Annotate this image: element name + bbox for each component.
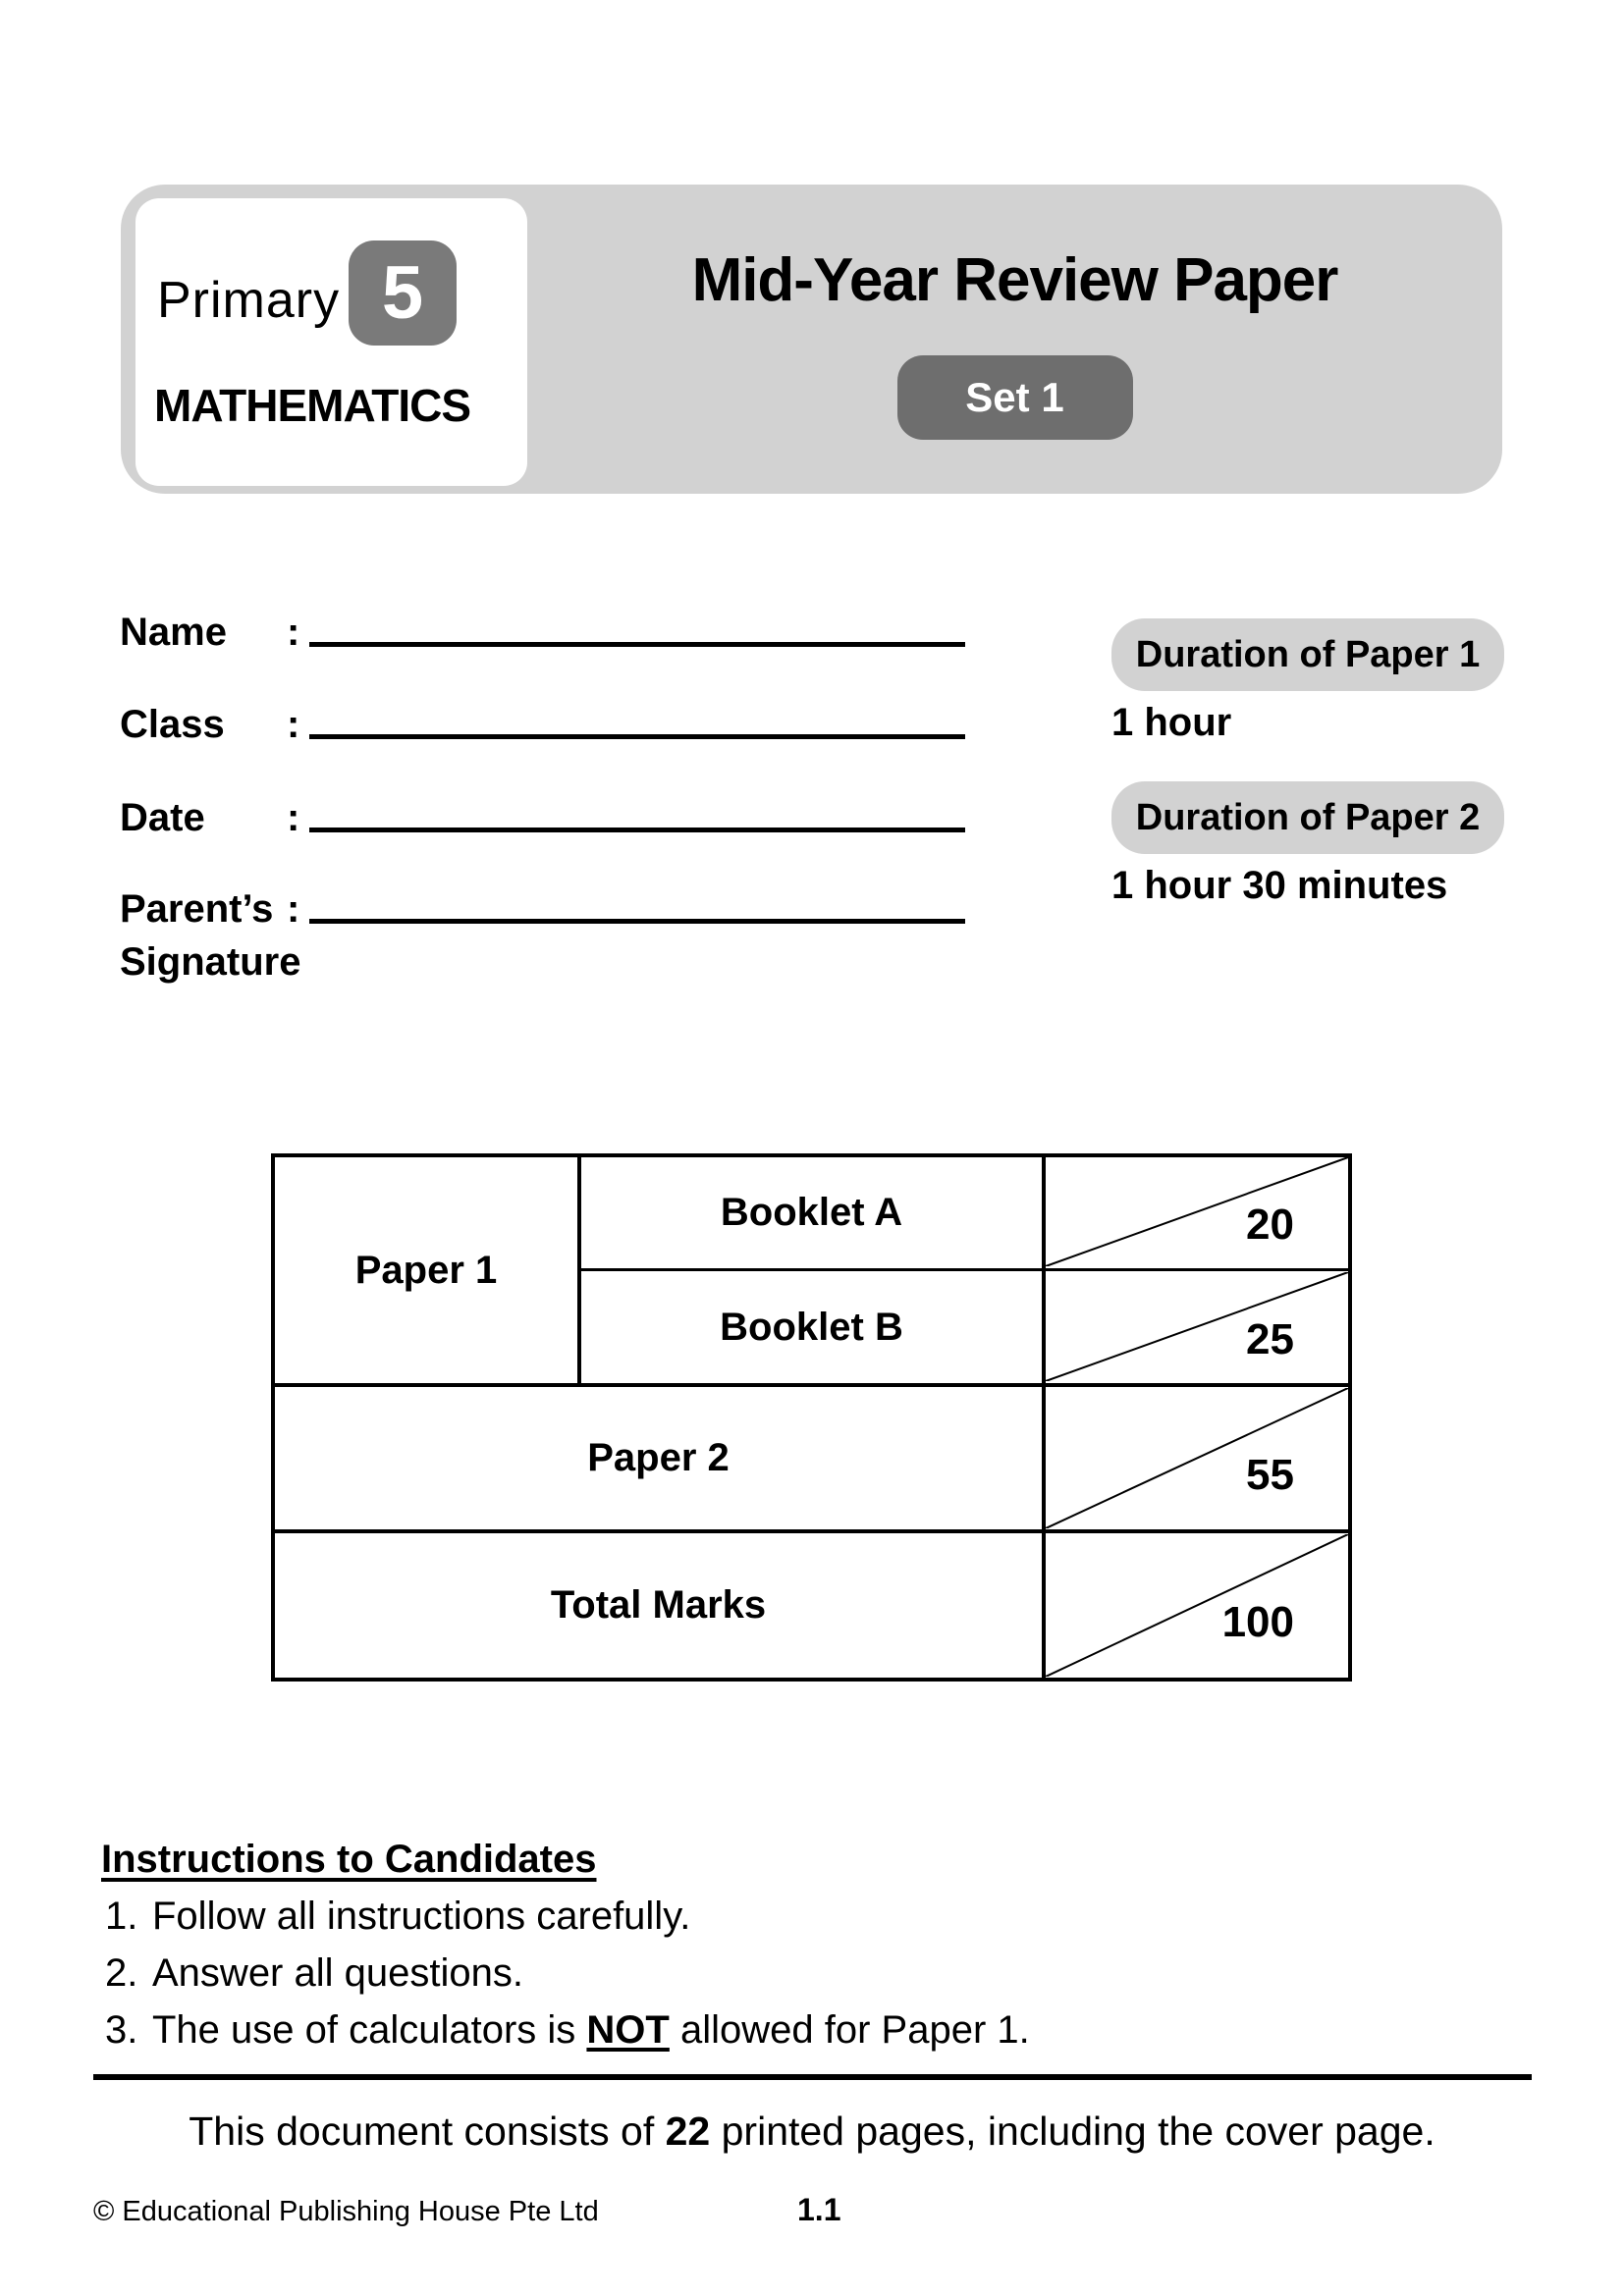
duration-paper2-value: 1 hour 30 minutes: [1111, 864, 1448, 907]
cell-booklet-b: [581, 1272, 1042, 1383]
page-count: 22: [665, 2109, 711, 2154]
class-label: Class: [120, 703, 225, 746]
date-line: [309, 828, 965, 832]
instruction-1-number: 1.: [105, 1895, 138, 1938]
parents-label: Parent’s: [120, 887, 274, 931]
score-cell-paper2: [1046, 1388, 1348, 1528]
instruction-3-text: The use of calculators is NOT allowed for Paper 1.: [152, 2008, 1030, 2052]
cell-total-marks: [275, 1533, 1042, 1678]
set-badge-label: Set 1: [965, 374, 1064, 420]
booklet-a-score: 20: [1246, 1200, 1294, 1249]
diagonal-line: [1046, 1534, 1348, 1677]
diagonal-line: [1046, 1272, 1348, 1381]
name-line: [309, 642, 965, 647]
booklet-a-label: Booklet A: [720, 1191, 903, 1234]
copyright-notice: © Educational Publishing House Pte Ltd: [93, 2196, 599, 2227]
header-title-area: [527, 185, 1502, 494]
paper2-label: Paper 2: [587, 1436, 730, 1479]
score-cell-booklet-a: [1046, 1157, 1348, 1266]
paper-title: Mid-Year Review Paper: [691, 246, 1338, 314]
score-cell-total: [1046, 1534, 1348, 1677]
instruction-3-number: 3.: [105, 2008, 138, 2052]
level-badge: [349, 240, 457, 346]
instruction-item-2: [105, 1951, 523, 1996]
parents-signature-line: [309, 919, 965, 924]
total-marks-label: Total Marks: [550, 1583, 767, 1627]
instruction-item-1: [105, 1895, 690, 1939]
instruction-2-number: 2.: [105, 1951, 138, 1995]
class-colon: :: [287, 703, 300, 746]
date-label: Date: [120, 796, 205, 839]
instruction-2-text: Answer all questions.: [152, 1951, 523, 1995]
cell-paper2: [275, 1387, 1042, 1529]
total-score: 100: [1221, 1597, 1294, 1646]
instructions-title: Instructions to Candidates: [101, 1838, 597, 1881]
parents-colon: :: [287, 887, 300, 931]
booklet-b-score: 25: [1246, 1314, 1294, 1363]
cell-paper1: [275, 1157, 577, 1383]
footer-rule: [93, 2074, 1532, 2080]
diagonal-line: [1046, 1388, 1348, 1528]
diagonal-line: [1046, 1157, 1348, 1266]
duration-paper1-badge: [1111, 618, 1504, 691]
duration-paper2-badge: [1111, 781, 1504, 854]
instruction-item-3: [105, 2008, 1030, 2053]
instruction-1-text: Follow all instructions carefully.: [152, 1895, 691, 1938]
date-colon: :: [287, 796, 300, 839]
table-hline-booklets: [579, 1268, 1352, 1271]
name-colon: :: [287, 611, 300, 654]
page-count-note: This document consists of 22 printed pages, including the cover page.: [189, 2109, 1435, 2154]
name-label: Name: [120, 611, 227, 654]
set-badge-row: [527, 355, 1502, 440]
duration-paper2-badge-label: Duration of Paper 2: [1135, 796, 1481, 838]
booklet-b-label: Booklet B: [720, 1306, 903, 1349]
paper2-score: 55: [1246, 1450, 1294, 1499]
duration-paper1-badge-label: Duration of Paper 1: [1135, 633, 1481, 675]
score-cell-booklet-b: [1046, 1272, 1348, 1381]
signature-label: Signature: [120, 940, 301, 984]
subject-panel: [135, 198, 527, 486]
class-line: [309, 734, 965, 739]
set-badge: [897, 355, 1133, 440]
page-number: 1.1: [797, 2192, 841, 2227]
paper1-label: Paper 1: [354, 1248, 498, 1292]
duration-paper1-value: 1 hour: [1111, 701, 1232, 744]
header-banner: [121, 185, 1502, 494]
not-emphasis: NOT: [586, 2008, 670, 2052]
level-number: 5: [381, 251, 424, 335]
cell-booklet-a: [581, 1157, 1042, 1268]
program-label: Primary: [157, 272, 341, 329]
subject-label: MATHEMATICS: [154, 380, 471, 431]
